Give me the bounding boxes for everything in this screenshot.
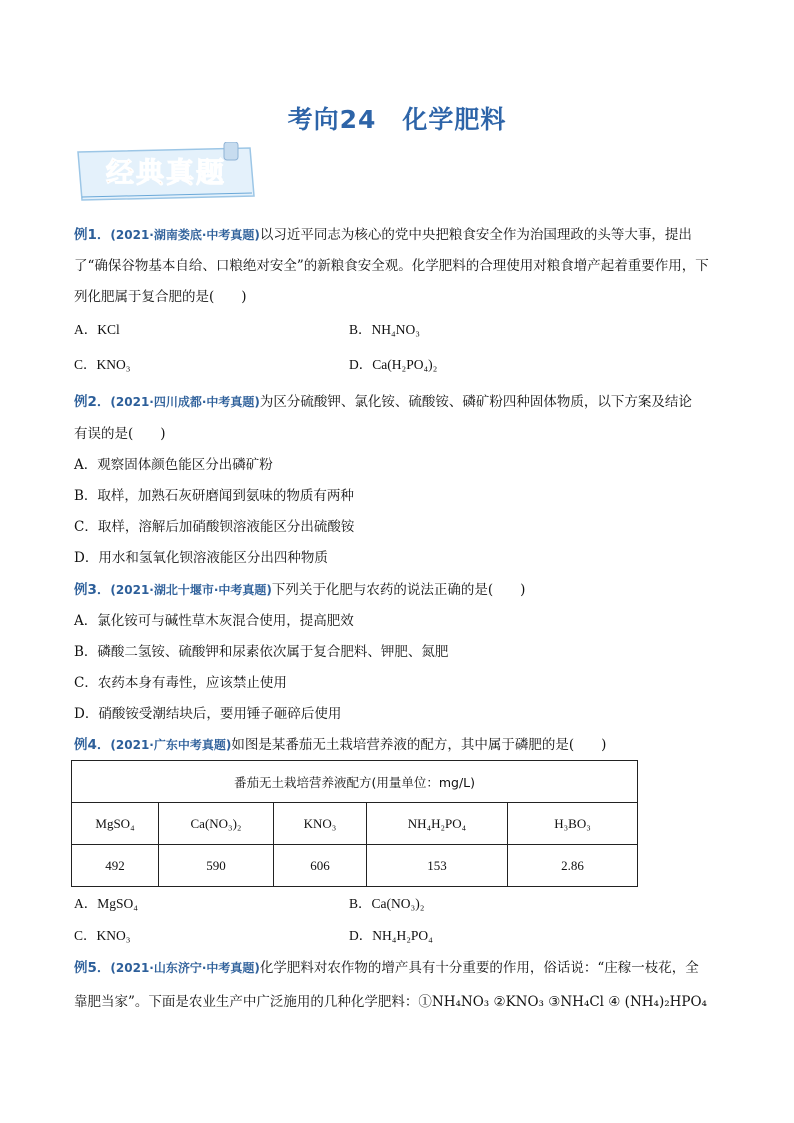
q2-option-c: C．取样，溶解后加硝酸钡溶液能区分出硫酸铵 bbox=[74, 519, 355, 535]
q2-source: (2021·四川成都·中考真题) bbox=[110, 395, 260, 409]
q4-text1: 如图是某番茄无土栽培营养液的配方，其中属于磷肥的是( ) bbox=[231, 737, 607, 753]
table-value-cell: 590 bbox=[159, 845, 274, 887]
table-header-row bbox=[72, 803, 638, 845]
q2-option-d: D．用水和氢氧化钡溶液能区分出四种物质 bbox=[74, 550, 328, 566]
q5-line1 bbox=[74, 958, 699, 978]
q1-line1 bbox=[74, 225, 692, 245]
q3-source: (2021·湖北十堰市·中考真题) bbox=[110, 583, 272, 597]
q2-line1 bbox=[74, 392, 692, 412]
section-banner bbox=[74, 142, 256, 204]
table-value-cell: 492 bbox=[72, 845, 159, 887]
q2-line2: 有误的是( ) bbox=[74, 426, 166, 442]
q3-label: 例3． bbox=[74, 582, 111, 598]
q2-option-a: A．观察固体颜色能区分出磷矿粉 bbox=[74, 457, 273, 473]
table-header-cell: Ca(NO₃)₂ bbox=[159, 803, 274, 845]
q4-source: (2021·广东中考真题) bbox=[110, 738, 232, 752]
q2-option-b: B．取样，加熟石灰研磨闻到氨味的物质有两种 bbox=[74, 488, 354, 504]
q1-label: 例1． bbox=[74, 227, 111, 243]
q1-line3: 列化肥属于复合肥的是( ) bbox=[74, 289, 247, 305]
q5-source: (2021·山东济宁·中考真题) bbox=[110, 961, 260, 975]
nutrient-table bbox=[71, 760, 638, 887]
q3-text1: 下列关于化肥与农药的说法正确的是( ) bbox=[271, 582, 526, 598]
q3-option-c: C．农药本身有毒性，应该禁止使用 bbox=[74, 675, 287, 691]
q1-text1: 以习近平同志为核心的党中央把粮食安全作为治国理政的头等大事，提出 bbox=[259, 227, 692, 243]
q4-option-b: B．Ca(NO₃)₂ bbox=[349, 896, 425, 911]
q5-label: 例5． bbox=[74, 960, 111, 976]
q1-option-d: D．Ca(H₂PO₄)₂ bbox=[349, 357, 438, 372]
q2-label: 例2． bbox=[74, 394, 111, 410]
table-caption: 番茄无土栽培营养液配方(用量单位：mg/L) bbox=[72, 761, 638, 803]
q5-text1: 化学肥料对农作物的增产具有十分重要的作用，俗话说：“庄稼一枝花，全 bbox=[259, 960, 699, 976]
q3-option-a: A．氯化铵可与碱性草木灰混合使用，提高肥效 bbox=[74, 613, 354, 629]
table-value-cell: 2.86 bbox=[508, 845, 638, 887]
table-value-cell: 153 bbox=[367, 845, 508, 887]
page-title: 考向24 化学肥料 bbox=[287, 105, 507, 134]
q1-option-c: C．KNO₃ bbox=[74, 357, 131, 372]
q4-option-c: C．KNO₃ bbox=[74, 928, 131, 943]
q3-option-d: D．硝酸铵受潮结块后，要用锤子砸碎后使用 bbox=[74, 706, 342, 722]
q1-option-a: A．KCl bbox=[74, 322, 120, 337]
q4-label: 例4． bbox=[74, 737, 111, 753]
q2-text1: 为区分硫酸钾、氯化铵、硫酸铵、磷矿粉四种固体物质，以下方案及结论 bbox=[259, 394, 692, 410]
table-header-cell: H₃BO₃ bbox=[508, 803, 638, 845]
q5-line2: 靠肥当家”。下面是农业生产中广泛施用的几种化学肥料：①NH₄NO₃ ②KNO₃ ③NH₄Cl ④ (NH₄)₂HPO₄ bbox=[74, 994, 707, 1010]
table-value-cell: 606 bbox=[274, 845, 367, 887]
q3-line1 bbox=[74, 580, 525, 600]
q4-option-d: D．NH₄H₂PO₄ bbox=[349, 928, 433, 943]
banner-text: 经典真题 bbox=[105, 156, 227, 189]
table-header-cell: KNO₃ bbox=[274, 803, 367, 845]
q1-option-b: B．NH₄NO₃ bbox=[349, 322, 420, 337]
table-header-cell: NH₄H₂PO₄ bbox=[367, 803, 508, 845]
q4-line1 bbox=[74, 735, 606, 755]
q1-line2: 了“确保谷物基本自给、口粮绝对安全”的新粮食安全观。化学肥料的合理使用对粮食增产起着重要作用，下 bbox=[74, 258, 709, 274]
q4-option-a: A．MgSO₄ bbox=[74, 896, 138, 911]
q1-source: (2021·湖南娄底·中考真题) bbox=[110, 228, 260, 242]
table-header-cell: MgSO₄ bbox=[72, 803, 159, 845]
q3-option-b: B．磷酸二氢铵、硫酸钾和尿素依次属于复合肥料、钾肥、氮肥 bbox=[74, 644, 449, 660]
table-value-row bbox=[72, 845, 638, 887]
